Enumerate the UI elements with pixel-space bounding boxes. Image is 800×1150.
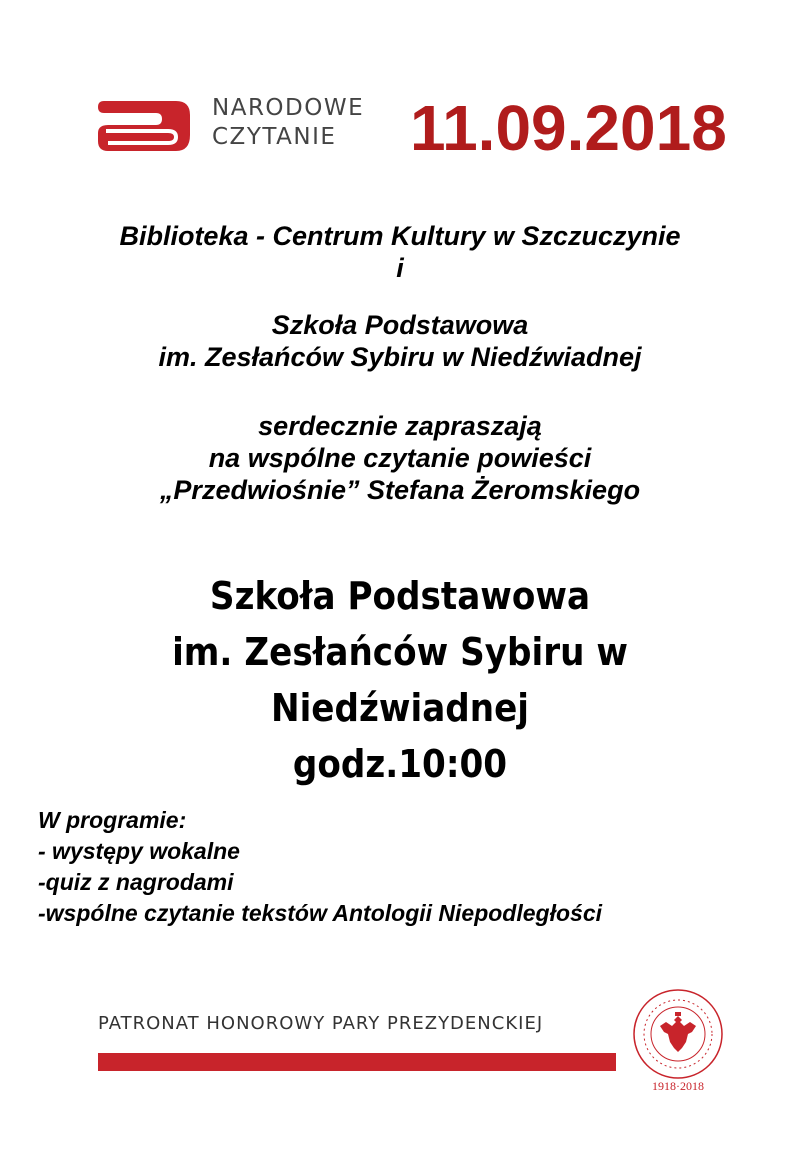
narodowe-czytanie-logo-icon bbox=[96, 97, 194, 155]
patronat-text: PATRONAT HONOROWY PARY PREZYDENCKIEJ bbox=[98, 1013, 544, 1034]
venue-block bbox=[40, 568, 760, 792]
independence-emblem-icon bbox=[628, 986, 728, 1096]
organizer-conjunction: i bbox=[396, 253, 404, 283]
logo-line-2: CZYTANIE bbox=[212, 124, 337, 150]
organizer-school bbox=[0, 309, 800, 373]
invitation-line-2: na wspólne czytanie powieści bbox=[208, 443, 592, 473]
program-item-1: - występy wokalne bbox=[38, 838, 240, 864]
invitation-line-1: serdecznie zapraszają bbox=[258, 411, 542, 441]
red-bar-divider bbox=[98, 1053, 616, 1071]
logo-line-1: NARODOWE bbox=[212, 95, 365, 121]
invitation-line-3: „Przedwiośnie” Stefana Żeromskiego bbox=[159, 475, 641, 505]
organizer-school-line-2: im. Zesłańców Sybiru w Niedźwiadnej bbox=[158, 342, 642, 372]
logo-wordmark bbox=[212, 94, 364, 152]
program-heading: W programie: bbox=[38, 807, 187, 833]
invitation-text bbox=[0, 410, 800, 506]
emblem-years: 1918·2018 bbox=[652, 1079, 704, 1093]
organizer-library-name: Biblioteka - Centrum Kultury w Szczuczynie bbox=[119, 221, 681, 251]
venue-time: godz.10:00 bbox=[292, 742, 508, 786]
program-item-2: -quiz z nagrodami bbox=[38, 869, 234, 895]
organizer-school-line-1: Szkoła Podstawowa bbox=[271, 310, 529, 340]
program-list bbox=[38, 805, 602, 929]
program-item-3: -wspólne czytanie tekstów Antologii Niepodległości bbox=[38, 900, 602, 926]
venue-line-1: Szkoła Podstawowa bbox=[209, 574, 591, 618]
venue-line-2: im. Zesłańców Sybiru w Niedźwiadnej bbox=[172, 630, 628, 730]
organizer-library bbox=[0, 220, 800, 284]
event-date: 11.09.2018 bbox=[410, 92, 727, 164]
